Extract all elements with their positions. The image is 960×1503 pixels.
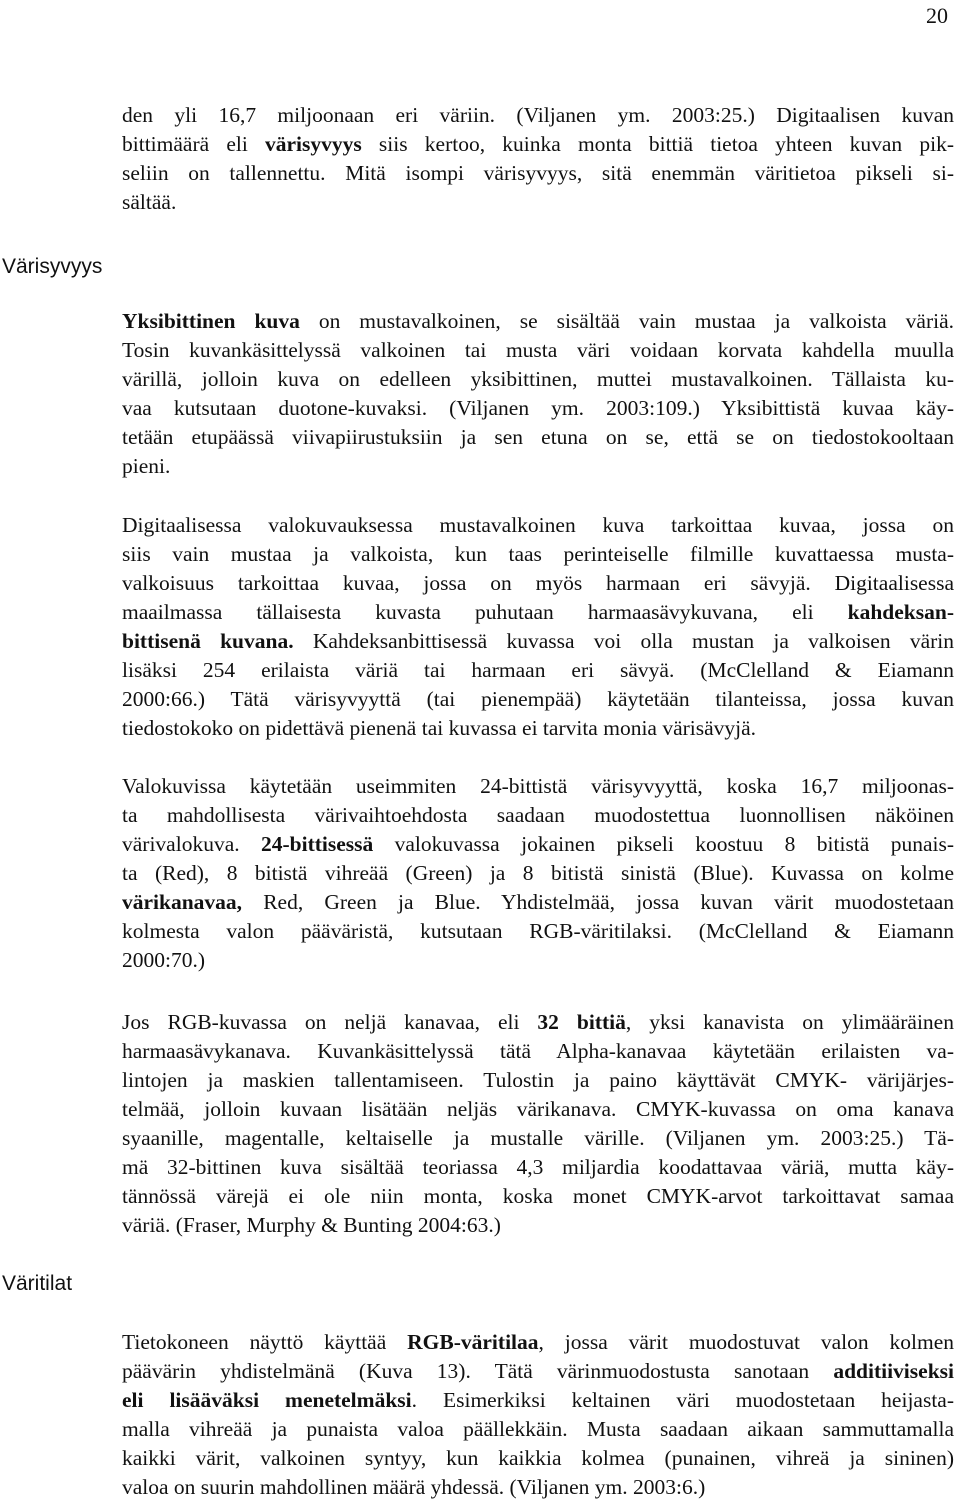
text-line xyxy=(122,714,954,743)
text-run: mä 32-bittinen kuva sisältää teoriassa 4,3 miljardia koodattavaa väriä, mutta käy- xyxy=(122,1155,954,1179)
text-run: ta (Red), 8 bitistä vihreää (Green) ja 8 bitistä sinistä (Blue). Kuvassa on kolme xyxy=(122,861,954,885)
text-run: Valokuvissa käytetään useimmiten 24-bittistä värisyvyyttä, koska 16,7 miljoonas- xyxy=(122,774,954,798)
text-run: valoa on suurin mahdollinen määrä yhdessä. (Viljanen ym. 2003:6.) xyxy=(122,1475,706,1499)
bold-term: Yksibittinen kuva xyxy=(122,309,300,333)
text-line xyxy=(122,1357,954,1386)
paragraph-one-bit-image xyxy=(122,307,954,481)
text-line xyxy=(122,656,954,685)
bold-term: RGB-väritilaa xyxy=(407,1330,539,1354)
text-run: seliin on tallennettu. Mitä isompi värisyvyys, sitä enemmän väritietoa pikseli si- xyxy=(122,161,954,185)
text-run: kaikki värit, valkoinen syntyy, kun kaikkia kolmea (punainen, vihreä ja sininen) xyxy=(122,1446,954,1470)
text-run: telmää, jolloin kuvaan lisätään neljäs värikanava. CMYK-kuvassa on oma kanava xyxy=(122,1097,954,1121)
text-run: 2000:70.) xyxy=(122,948,206,972)
text-line xyxy=(122,1182,954,1211)
text-line xyxy=(122,1473,954,1502)
text-line xyxy=(122,540,954,569)
text-run: vaa kutsutaan duotone-kuvaksi. (Viljanen ym. 2003:109.) Yksibittistä kuvaa käy- xyxy=(122,396,954,420)
text-line xyxy=(122,1066,954,1095)
text-run: pieni. xyxy=(122,454,171,478)
text-line xyxy=(122,772,954,801)
text-run: , yksi kanavista on ylimääräinen xyxy=(625,1010,954,1034)
text-line xyxy=(122,801,954,830)
page-number: 20 xyxy=(926,3,948,28)
text-line xyxy=(122,307,954,336)
text-run: Tietokoneen näyttö käyttää xyxy=(122,1330,408,1354)
margin-note-varitilat: Väritilat xyxy=(2,1272,73,1295)
text-line xyxy=(122,511,954,540)
text-run: maailmassa tällaisesta kuvasta puhutaan harmaasävykuvana, eli xyxy=(122,600,848,624)
text-line xyxy=(122,1444,954,1473)
text-line xyxy=(122,423,954,452)
text-run: bittimäärä eli xyxy=(122,132,265,156)
text-line xyxy=(122,1211,954,1240)
margin-note-varisyvyys: Värisyvyys xyxy=(2,255,103,278)
paragraph-24-bit xyxy=(122,772,954,975)
text-line xyxy=(122,1095,954,1124)
text-line xyxy=(122,365,954,394)
text-line xyxy=(122,1153,954,1182)
text-run: Kahdeksanbittisessä kuvassa voi olla mustan ja valkoisen värin xyxy=(293,629,954,653)
text-run: syaanille, magentalle, keltaiselle ja mustalle värille. (Viljanen ym. 2003:25.) Tä- xyxy=(122,1126,954,1150)
text-line xyxy=(122,452,954,481)
text-line xyxy=(122,917,954,946)
bold-term: additiiviseksi xyxy=(833,1359,954,1383)
text-run: malla vihreää ja punaista valoa päällekkäin. Musta saadaan aikaan sammuttamalla xyxy=(122,1417,954,1441)
text-line xyxy=(122,188,954,217)
text-line xyxy=(122,1124,954,1153)
text-line xyxy=(122,1008,954,1037)
text-run: tännössä värejä ei ole niin monta, koska monet CMYK-arvot tarkoittavat samaa xyxy=(122,1184,954,1208)
text-run: on mustavalkoinen, se sisältää vain mustaa ja valkoista väriä. xyxy=(299,309,954,333)
paragraph-bit-depth-intro xyxy=(122,101,954,217)
text-run: Tosin kuvankäsittelyssä valkoinen tai musta väri voidaan korvata kahdella muulla xyxy=(122,338,954,362)
bold-term: värikanavaa, xyxy=(122,890,243,914)
text-run: päävärin yhdistelmänä (Kuva 13). Tätä värinmuodostusta sanotaan xyxy=(122,1359,834,1383)
text-line xyxy=(122,888,954,917)
text-run: siis kertoo, kuinka monta bittiä tietoa yhteen kuvan pik- xyxy=(361,132,954,156)
text-line xyxy=(122,1415,954,1444)
text-run: tiedostokoko on pidettävä pienenä tai kuvassa ei tarvita monia värisävyjä. xyxy=(122,716,757,740)
text-run: väriä. (Fraser, Murphy & Bunting 2004:63.) xyxy=(122,1213,501,1237)
bold-term: värisyvyys xyxy=(265,132,362,156)
text-run: Jos RGB-kuvassa on neljä kanavaa, eli xyxy=(122,1010,538,1034)
text-line xyxy=(122,685,954,714)
text-line xyxy=(122,627,954,656)
text-run: tetään etupäässä viivapiirustuksiin ja sen etuna on se, että se on tiedostokooltaan xyxy=(122,425,954,449)
bold-term: 32 bittiä xyxy=(537,1010,626,1034)
text-line xyxy=(122,859,954,888)
text-run: siis vain mustaa ja valkoista, kun taas perinteiselle filmille kuvattaessa musta- xyxy=(122,542,954,566)
text-run: Digitaalisessa valokuvauksessa mustavalkoinen kuva tarkoittaa kuvaa, jossa on xyxy=(122,513,954,537)
text-run: , jossa värit muodostuvat valon kolmen xyxy=(538,1330,954,1354)
text-line xyxy=(122,130,954,159)
text-line xyxy=(122,394,954,423)
bold-term: 24-bittisessä xyxy=(260,832,374,856)
text-line xyxy=(122,569,954,598)
text-run: valokuvassa jokainen pikseli koostuu 8 bitistä punais- xyxy=(373,832,954,856)
text-run: sältää. xyxy=(122,190,177,214)
text-run: den yli 16,7 miljoonaan eri väriin. (Viljanen ym. 2003:25.) Digitaalisen kuvan xyxy=(122,103,954,127)
text-run: valkoisuus tarkoittaa kuvaa, jossa on myös harmaan eri sävyjä. Digitaalisessa xyxy=(122,571,954,595)
paragraph-grayscale xyxy=(122,511,954,743)
text-line xyxy=(122,1328,954,1357)
text-run: värillä, jolloin kuva on edelleen yksibittinen, muttei mustavalkoinen. Tällaista ku- xyxy=(122,367,954,391)
text-run: ta mahdollisesta värivaihtoehdosta saadaan muodostettua luonnollisen näköinen xyxy=(122,803,954,827)
text-line xyxy=(122,946,954,975)
text-run: värivalokuva. xyxy=(122,832,261,856)
text-line xyxy=(122,1037,954,1066)
text-line xyxy=(122,101,954,130)
paragraph-32-bit xyxy=(122,1008,954,1240)
text-line xyxy=(122,159,954,188)
text-run: Red, Green ja Blue. Yhdistelmää, jossa kuvan värit muodostetaan xyxy=(242,890,954,914)
paragraph-rgb-color-space xyxy=(122,1328,954,1502)
text-line xyxy=(122,830,954,859)
text-run: lintojen ja maskien tallentamiseen. Tulostin ja paino käyttävät CMYK- värijärjes- xyxy=(122,1068,954,1092)
text-line xyxy=(122,598,954,627)
text-run: 2000:66.) Tätä värisyvyyttä (tai pienempää) käytetään tilanteissa, jossa kuvan xyxy=(122,687,954,711)
text-line xyxy=(122,1386,954,1415)
bold-term: bittisenä kuvana. xyxy=(122,629,294,653)
text-run: lisäksi 254 erilaista väriä tai harmaan eri sävyä. (McClelland & Eiamann xyxy=(122,658,954,682)
text-run: harmaasävykanava. Kuvankäsittelyssä tätä Alpha-kanavaa käytetään erilaisten va- xyxy=(122,1039,954,1063)
bold-term: kahdeksan- xyxy=(847,600,954,624)
text-run: . Esimerkiksi keltainen väri muodostetaan heijasta- xyxy=(411,1388,954,1412)
bold-term: eli lisääväksi menetelmäksi xyxy=(122,1388,412,1412)
text-run: kolmesta valon pääväristä, kutsutaan RGB-väritilaksi. (McClelland & Eiamann xyxy=(122,919,954,943)
text-line xyxy=(122,336,954,365)
